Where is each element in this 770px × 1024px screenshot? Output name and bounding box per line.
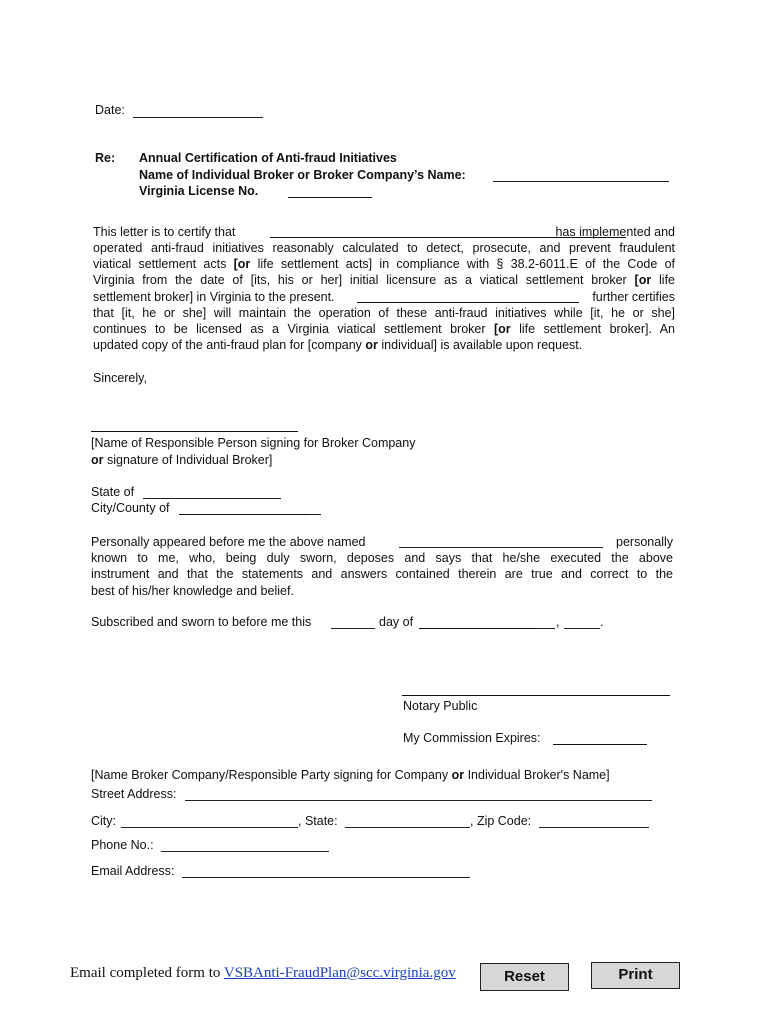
broker-name-field[interactable] [493, 181, 669, 182]
reset-button[interactable]: Reset [480, 963, 569, 991]
city-county-label: City/County of [91, 501, 170, 515]
email-link[interactable]: VSBAnti-FraudPlan@scc.virginia.gov [223, 965, 456, 981]
commission-label: My Commission Expires: [403, 731, 541, 745]
zip-label: , Zip Code: [470, 814, 532, 828]
city-county-field[interactable] [179, 514, 307, 515]
email-label: Email Address: [91, 864, 175, 878]
date-field[interactable] [133, 117, 263, 118]
signature-caption-1: [Name of Responsible Person signing for Broker Company [91, 436, 416, 450]
state-of-label: State of [91, 485, 135, 499]
notary-public-label: Notary Public [403, 699, 478, 713]
month-field[interactable] [419, 628, 537, 629]
notary-line-1a: Personally appeared before me the above named [91, 535, 366, 549]
state-label: , State: [298, 814, 338, 828]
body-line-2: operated anti-fraud initiatives reasonably calculated to detect, prosecute, and prevent fraudulent [93, 241, 675, 255]
day-of-label: day of [379, 615, 414, 629]
notary-line-2: known to me, who, being duly sworn, deposes and says that he/she executed the above [91, 551, 673, 565]
broker-name-label: Name of Individual Broker or Broker Company’s Name: [139, 168, 466, 182]
certification-paragraph [93, 224, 675, 353]
email-prompt: Email completed form to VSBAnti-FraudPlan@scc.virginia.gov [70, 965, 456, 981]
street-field[interactable] [185, 800, 652, 801]
body-line-1a: This letter is to certify that [93, 225, 236, 239]
notary-line-4: best of his/her knowledge and belief. [91, 583, 294, 598]
comma-sep: , [556, 615, 560, 629]
subscribed-text: Subscribed and sworn to before me this [91, 615, 312, 629]
further-certifies-field[interactable] [357, 302, 579, 303]
phone-label: Phone No.: [91, 838, 154, 852]
notary-signature-line[interactable] [402, 695, 670, 696]
body-line-6: that [it, he or she] will maintain the operation of these anti-fraud initiatives while [it, he or she] [93, 305, 675, 320]
street-label: Street Address: [91, 787, 177, 801]
city-county-field-tail [307, 514, 321, 515]
body-line-4: Virginia from the date of [its, his or her] initial licensure as a viatical settlement broker [or life [93, 273, 675, 288]
month-field-tail [537, 628, 555, 629]
date-label: Date: [95, 103, 125, 117]
email-field[interactable] [182, 877, 470, 878]
re-label: Re: [95, 151, 116, 165]
sincerely: Sincerely, [93, 371, 147, 385]
appeared-name-field[interactable] [399, 547, 603, 548]
body-line-5b: further certifies [592, 289, 675, 304]
day-field[interactable] [331, 628, 375, 629]
body-line-3: viatical settlement acts [or life settlement acts] in compliance with § 38.2-6011.E of the Code of [93, 257, 676, 272]
notary-line-1b: personally [616, 535, 673, 549]
body-line-7: continues to be licensed as a Virginia viatical settlement broker [or life settlement broker]. An [93, 321, 675, 336]
period: . [600, 615, 604, 629]
state-of-field[interactable] [143, 498, 281, 499]
body-line-8: updated copy of the anti-fraud plan for [company or individual] is available upon request. [93, 338, 583, 353]
footer-name-caption: [Name Broker Company/Responsible Party signing for Company or Individual Broker's Name] [91, 768, 610, 782]
city-field[interactable] [121, 827, 298, 828]
license-field[interactable] [288, 197, 372, 198]
license-label: Virginia License No. [139, 184, 259, 198]
body-line-5a: settlement broker] in Virginia to the present. [93, 289, 335, 304]
city-label: City: [91, 814, 116, 828]
phone-field[interactable] [161, 851, 329, 852]
signature-caption-2: or signature of Individual Broker] [91, 453, 273, 467]
zip-field[interactable] [539, 827, 649, 828]
print-button[interactable]: Print [591, 962, 680, 989]
notary-paragraph [91, 534, 673, 599]
signature-line[interactable] [91, 431, 298, 432]
notary-line-3: instrument and that the statements and answers contained therein are true and correct to the [91, 567, 673, 582]
re-subject: Annual Certification of Anti-fraud Initiatives [139, 151, 397, 165]
body-line-1b: has implemented and [555, 225, 675, 239]
year-field[interactable] [564, 628, 600, 629]
commission-field[interactable] [553, 744, 647, 745]
state-field[interactable] [345, 827, 470, 828]
